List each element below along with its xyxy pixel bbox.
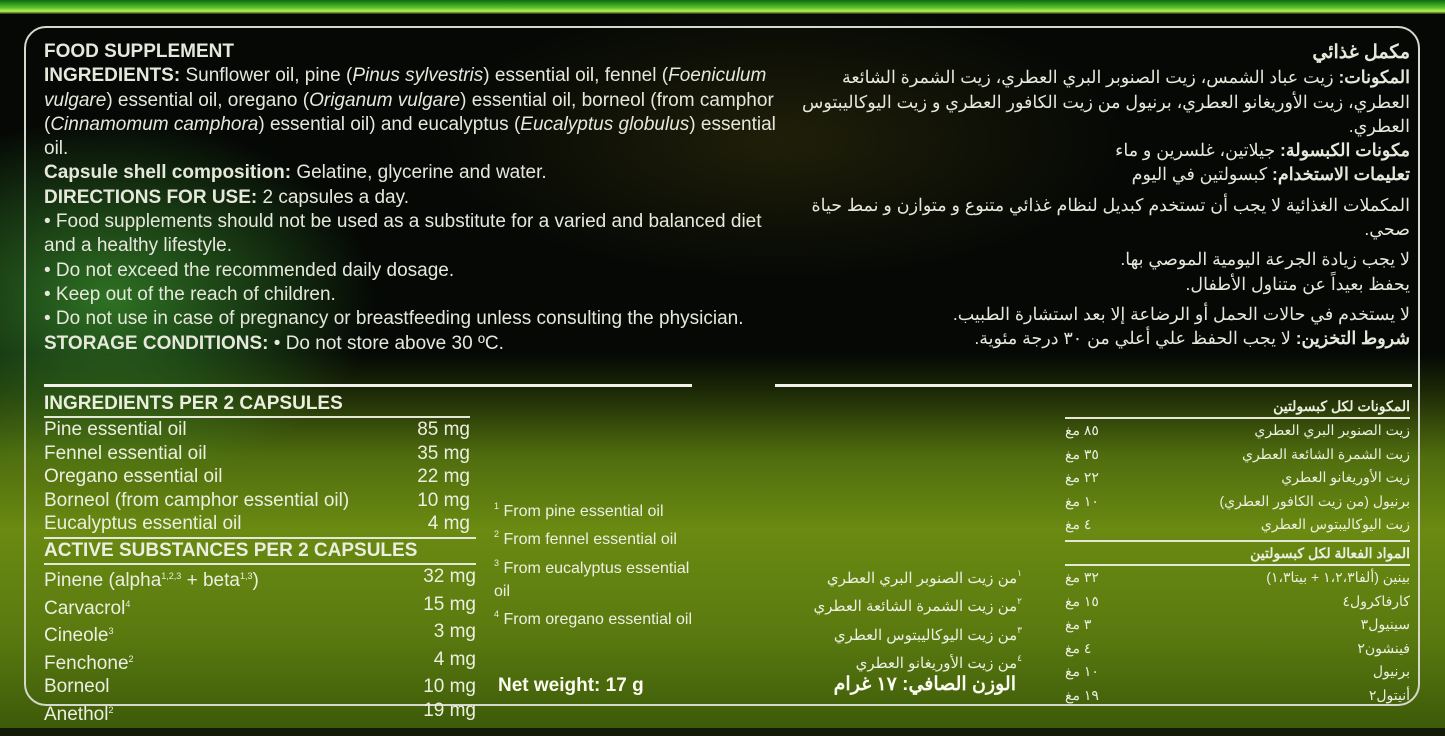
footnote-ref: 4 xyxy=(125,598,131,609)
table-row xyxy=(1065,566,1410,590)
arabic-item-amount: ١٥ مغ xyxy=(1065,592,1099,609)
product-type-title: FOOD SUPPLEMENT xyxy=(44,41,235,62)
table-row xyxy=(44,648,476,676)
footnote-number: 3 xyxy=(494,557,500,568)
ingredient-name: Fennel essential oil xyxy=(44,442,207,464)
footnote: $^4$ From oregano essential oil xyxy=(494,609,692,629)
table-row xyxy=(1065,660,1410,684)
arabic-info-block xyxy=(790,40,1410,351)
arabic-item-amount: ٤ مغ xyxy=(1065,516,1092,532)
english-ingredients: INGREDIENTS: Sunflower oil, pine (Pinus sylvestris) essential oil, fennel (Foeniculum vulgare) essential oil, oregano (Origanum vulgare) essential oil, borneol (from camphor (Cinnamomum camphora) essential oil) and eucalyptus (Eucalyptus globulus) essential oil. xyxy=(44,65,776,160)
ingredients-fragment: ) essential oil. xyxy=(44,113,776,160)
arabic-warning-4: لا يستخدم في حالات الحمل أو الرضاعة إلا بعد استشارة الطبيب. xyxy=(952,303,1410,324)
substance-amount: 15 mg xyxy=(423,593,476,615)
table-row xyxy=(1065,684,1410,708)
ingredient-name: Oregano essential oil xyxy=(44,466,223,488)
table-row xyxy=(1065,513,1410,537)
latin-name: Pinus sylvestris xyxy=(352,65,484,87)
table-row xyxy=(44,593,476,621)
footnote-number: 2 xyxy=(494,529,500,540)
footnote: $^3$ From eucalyptus essential oil xyxy=(494,557,690,600)
ingredient-amount: 10 mg xyxy=(417,489,470,511)
footnote-ref: 2 xyxy=(128,653,134,664)
latin-name: Foeniculum vulgare xyxy=(44,65,767,111)
footnote-number: ٣ xyxy=(1017,624,1022,635)
arabic-item-amount: ١٩ مغ xyxy=(1065,686,1099,703)
arabic-item-amount: ١٠ مغ xyxy=(1065,663,1099,679)
arabic-net-weight: الوزن الصافي: ١٧ غرام xyxy=(833,674,1016,695)
arabic-item-name: بينين (ألفا١،٢،٣ + بيتا١،٣) xyxy=(1266,569,1410,585)
table-row xyxy=(44,489,470,513)
arabic-item-name: زيت اليوكاليبتوس العطري xyxy=(1260,516,1410,532)
arabic-warning-2: لا يجب زيادة الجرعة اليومية الموصي بها. xyxy=(1120,249,1410,270)
arabic-item-name: فينشون٢ xyxy=(1357,639,1410,656)
english-info-block xyxy=(44,40,779,356)
arabic-item-amount: ٤ مغ xyxy=(1065,639,1092,656)
capsule-composition: Capsule shell composition: Gelatine, glycerine and water. xyxy=(44,162,547,184)
table-row xyxy=(44,465,470,489)
arabic-footnote: $^١$من زيت الصنوبر البري العطري xyxy=(826,568,1022,587)
arabic-ingredients-table-heading: المكونات لكل كبسولتين xyxy=(1065,395,1410,419)
arabic-item-amount: ٢٢ مغ xyxy=(1065,469,1099,485)
divider-right xyxy=(775,384,1412,387)
ingredient-name: Pine essential oil xyxy=(44,419,187,440)
table-row xyxy=(44,565,476,593)
table-row xyxy=(44,620,476,648)
ingredient-amount: 4 mg xyxy=(427,513,470,535)
arabic-storage-conditions: شروط التخزين: لا يجب الحفظ علي أعلي من ٣٠ درجة مئوية. xyxy=(974,328,1410,349)
footnote-number: ٤ xyxy=(1017,652,1022,663)
table-row xyxy=(44,442,470,466)
footnotes-english xyxy=(494,495,694,631)
substance-amount: 19 mg xyxy=(423,699,476,721)
warning-2: • Do not exceed the recommended daily dosage. xyxy=(44,259,455,281)
footnote-number: ١ xyxy=(1017,568,1022,578)
table-row xyxy=(1065,466,1410,490)
table-row xyxy=(44,512,470,536)
arabic-capsule-composition: مكونات الكبسولة: جيلاتين، غلسرين و ماء xyxy=(1115,140,1410,161)
active-table-heading: ACTIVE SUBSTANCES PER 2 CAPSULES xyxy=(44,537,476,565)
arabic-footnote: $^٢$من زيت الشمرة الشائعة العطري xyxy=(813,596,1022,616)
substance-name: Anethol$^2$ xyxy=(44,703,114,725)
arabic-footnote: $^٣$من زيت اليوكاليبتوس العطري xyxy=(833,624,1022,644)
table-row xyxy=(1065,637,1410,661)
ingredient-amount: 85 mg xyxy=(417,419,470,440)
substance-name: Pinene (alpha$^{1,2,3}$ + beta$^{1,3}$) xyxy=(44,570,259,591)
table-row xyxy=(1065,419,1410,443)
directions: DIRECTIONS FOR USE: 2 capsules a day. xyxy=(44,186,409,208)
warning-4: • Do not use in case of pregnancy or breastfeeding unless consulting the physician. xyxy=(44,308,744,330)
ingredient-amount: 35 mg xyxy=(417,442,470,464)
table-row xyxy=(1065,590,1410,614)
substance-amount: 3 mg xyxy=(433,621,476,643)
table-row xyxy=(44,675,476,699)
ingredients-fragment: ) essential oil, oregano ( xyxy=(106,89,310,111)
arabic-item-name: أنيتول٢ xyxy=(1368,686,1410,703)
substance-name: Cineole$^3$ xyxy=(44,625,114,647)
footnotes-arabic xyxy=(770,562,1022,675)
arabic-directions: تعليمات الاستخدام: كبسولتين في اليوم xyxy=(1131,164,1410,185)
arabic-item-name: برنيول (من زيت الكافور العطري) xyxy=(1219,492,1410,509)
table-row xyxy=(1065,490,1410,514)
arabic-item-amount: ١٠ مغ xyxy=(1065,492,1099,509)
net-weight: Net weight: 17 g xyxy=(498,675,644,696)
active-substances-table xyxy=(44,537,476,727)
substance-amount: 10 mg xyxy=(423,676,476,698)
footnote-number: 1 xyxy=(494,501,500,511)
latin-name: Eucalyptus globulus xyxy=(520,113,690,135)
arabic-ingredients-table xyxy=(1065,395,1410,537)
substance-amount: 4 mg xyxy=(433,648,476,670)
substance-name: Carvacrol$^4$ xyxy=(44,597,131,619)
table-row xyxy=(44,699,476,727)
arabic-footnote: $^٤$من زيت الأوريغانو العطري xyxy=(855,652,1022,672)
ingredient-name: Eucalyptus essential oil xyxy=(44,513,242,535)
arabic-item-amount: ٨٥ مغ xyxy=(1065,422,1099,438)
ingredients-per-2-capsules-table xyxy=(44,392,470,536)
arabic-active-table xyxy=(1065,540,1410,707)
arabic-active-table-heading: المواد الفعالة لكل كبسولتين xyxy=(1065,540,1410,566)
table-row xyxy=(44,418,470,442)
arabic-warning-3: يحفظ بعيداً عن متناول الأطفال. xyxy=(1185,273,1410,294)
ingredient-amount: 22 mg xyxy=(417,466,470,488)
arabic-item-name: زيت الشمرة الشائعة العطري xyxy=(1241,445,1410,462)
ingredients-table-heading: INGREDIENTS PER 2 CAPSULES xyxy=(44,392,470,418)
substance-name: Borneol xyxy=(44,676,110,698)
arabic-item-name: زيت الأوريغانو العطري xyxy=(1281,469,1410,485)
arabic-item-amount: ٣٥ مغ xyxy=(1065,445,1099,462)
footnote-ref: 2 xyxy=(108,704,114,715)
footnote-ref: 1,2,3 xyxy=(161,571,182,581)
arabic-item-name: سينيول٣ xyxy=(1360,616,1410,632)
arabic-product-type-title: مكمل غذائي xyxy=(1312,42,1410,63)
ingredients-fragment: ) essential oil) and eucalyptus ( xyxy=(258,113,521,135)
table-row xyxy=(1065,443,1410,467)
arabic-item-amount: ٣٢ مغ xyxy=(1065,569,1099,585)
substance-name: Fenchone$^2$ xyxy=(44,652,134,674)
footnote-ref: 3 xyxy=(108,626,114,637)
arabic-item-name: برنيول xyxy=(1372,663,1410,679)
substance-amount: 32 mg xyxy=(423,566,476,587)
footnote-ref: 1,3 xyxy=(239,571,253,581)
arabic-ingredients: المكونات: زيت عباد الشمس، زيت الصنوبر البري العطري، زيت الشمرة الشائعة العطري، زيت الأوريغانو العطري، برنيول من زيت الكافور العطري و زيت اليوكاليبتوس العطري. xyxy=(801,67,1410,136)
arabic-item-name: كارفاكرول٤ xyxy=(1342,592,1410,609)
warning-1: • Food supplements should not be used as a substitute for a varied and balanced diet and a healthy lifestyle. xyxy=(44,211,762,257)
storage-conditions: STORAGE CONDITIONS: • Do not store above 30 ºC. xyxy=(44,332,504,354)
footnote: $^1$ From pine essential oil xyxy=(494,501,664,520)
ingredient-name: Borneol (from camphor essential oil) xyxy=(44,489,350,511)
ingredients-fragment: Sunflower oil, pine ( xyxy=(180,65,353,87)
arabic-item-amount: ٣ مغ xyxy=(1065,616,1092,632)
ingredients-fragment: ) essential oil, borneol (from camphor ( xyxy=(44,89,774,135)
latin-name: Cinnamomum camphora xyxy=(50,113,259,135)
warning-3: • Keep out of the reach of children. xyxy=(44,283,336,305)
footnote: $^2$ From fennel essential oil xyxy=(494,529,677,549)
ingredients-fragment: ) essential oil, fennel ( xyxy=(483,65,669,87)
divider-left xyxy=(44,384,692,387)
footnote-number: ٢ xyxy=(1017,596,1022,607)
footnote-number: 4 xyxy=(494,609,500,620)
arabic-warning-1: المكملات الغذائية لا يجب أن تستخدم كبديل لنظام غذائي متنوع و متوازن و نمط حياة صحي. xyxy=(811,194,1410,240)
table-row xyxy=(1065,613,1410,637)
latin-name: Origanum vulgare xyxy=(309,89,461,111)
arabic-item-name: زيت الصنوبر البري العطري xyxy=(1254,422,1410,438)
